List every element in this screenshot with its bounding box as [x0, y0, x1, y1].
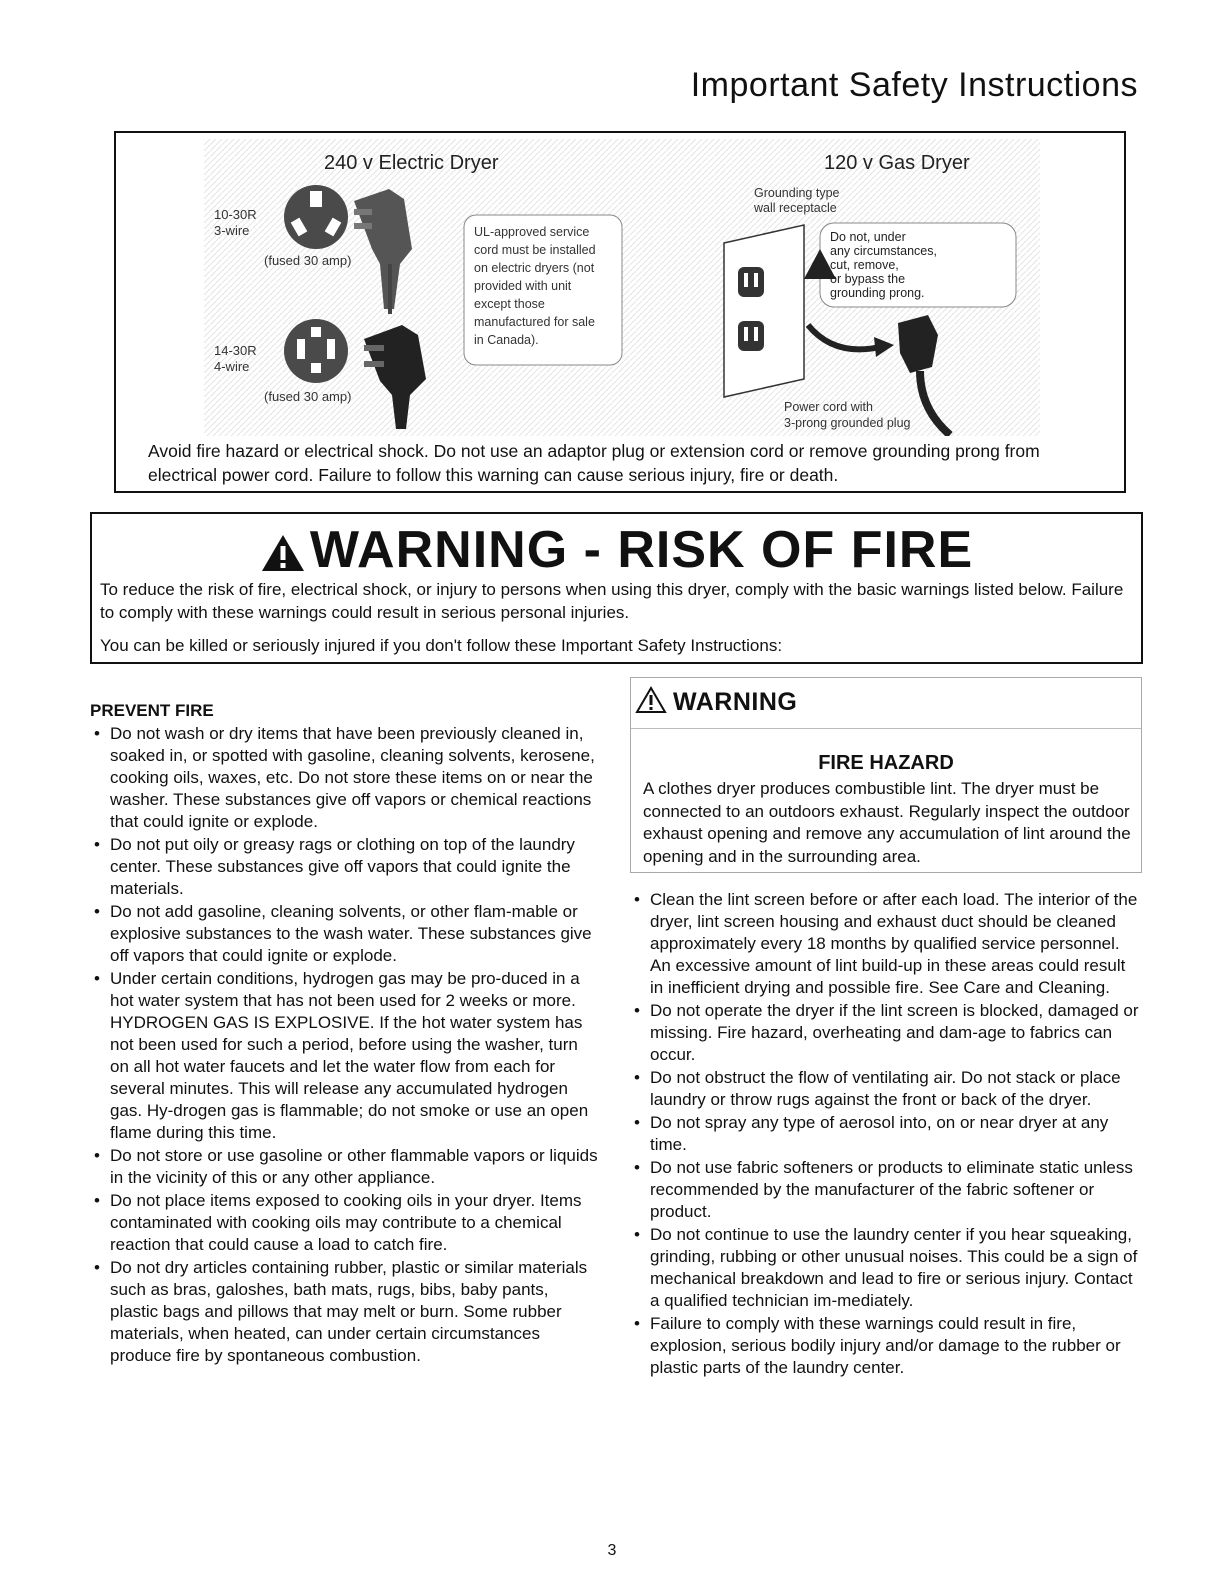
svg-text:cut, remove,: cut, remove, [830, 258, 899, 272]
prevent-fire-section [90, 701, 600, 1368]
electric-dryer-title: 240 v Electric Dryer [324, 152, 499, 174]
list-item: • Do not wash or dry items that have been previously cleaned in, soaked in, or spotted with gasoline, cleaning solvents, kerosene, cooking oils, waxes, etc. Do not store these items on or near the washer. These substances give off vapors or chemical reactions that could ignite or explode. [90, 723, 600, 833]
list-item: • Do not place items exposed to cooking oils in your dryer. Items contaminated with cooking oils may contribute to a chemical reaction that could cause a load to catch fire. [90, 1190, 600, 1256]
receptacle-10-30r-icon [284, 185, 348, 249]
fire-hazard-text: A clothes dryer produces combustible lint. The dryer must be connected to an outdoors exhaust. Regularly inspect the outdoor exhaust opening and remove any accumulation of lint around the opening and in the surrounding area. [643, 779, 1131, 866]
dryer-warnings-list [630, 889, 1140, 1379]
list-item: • Failure to comply with these warnings could result in fire, explosion, serious bodily injury and/or damage to the rubber or plastic parts of the laundry center. [630, 1313, 1140, 1379]
list-item: • Under certain conditions, hydrogen gas may be pro-duced in a hot water system that has not been used for 2 weeks or more. HYDROGEN GAS IS EXPLOSIVE. If the hot water system has not been used for such a period, before using the washer, turn on all hot water faucets and let the water flow from each for several minutes. This will release any accumulated hydrogen gas. Hy-drogen gas is flammable; do not smoke or use an open flame during this time. [90, 968, 600, 1144]
dryer-cord-diagram-box [114, 131, 1126, 493]
r10-label: 10-30R [214, 207, 257, 222]
list-item: • Do not spray any type of aerosol into, on or near dryer at any time. [630, 1112, 1140, 1156]
svg-text:or bypass the: or bypass the [830, 272, 906, 286]
prevent-fire-title: PREVENT FIRE [90, 701, 214, 720]
page-title: Important Safety Instructions [690, 66, 1138, 104]
svg-text:except those: except those [474, 297, 545, 311]
risk-of-fire-banner [90, 512, 1143, 664]
hazard-warning-label: WARNING [635, 686, 797, 717]
fire-hazard-subtitle: FIRE HAZARD [818, 752, 954, 774]
r14-label: 14-30R [214, 343, 257, 358]
warning-outline-triangle-icon [635, 686, 667, 714]
list-item: • Do not dry articles containing rubber, plastic or similar materials such as bras, galoshes, bath mats, rugs, bibs, baby pants, plastic bags and pillows that may melt or burn. Some rubber materials, when heated, can under certain circumstances produce fire by spontaneous combustion. [90, 1257, 600, 1367]
r10-wire-label: 3-wire [214, 223, 250, 238]
grounding-label [753, 186, 840, 215]
svg-text:Do not, under: Do not, under [830, 230, 906, 244]
svg-text:provided with unit: provided with unit [474, 279, 572, 293]
svg-text:any circumstances,: any circumstances, [830, 244, 937, 258]
list-item: • Clean the lint screen before or after each load. The interior of the dryer, lint screen housing and exhaust duct should be cleaned approximately every 18 months by qualified service personnel. An excessive amount of lint build-up in these areas could result in inefficient drying and possible fire. See Care and Cleaning. [630, 889, 1140, 999]
wall-outlet-icon [724, 225, 804, 397]
fire-hazard-section [630, 677, 1140, 1380]
banner-paragraph-1: To reduce the risk of fire, electrical shock, or injury to persons when using this dryer, comply with the basic warnings listed below. Failure to comply with these warnings could result in serious personal injuries. [100, 580, 1124, 622]
list-item: • Do not add gasoline, cleaning solvents, or other flam-mable or explosive substances to the wash water. These substances give off vapors that could ignite or explode. [90, 901, 600, 967]
svg-text:in Canada).: in Canada). [474, 333, 539, 347]
svg-text:cord must be installed: cord must be installed [474, 243, 596, 257]
list-item: • Do not obstruct the flow of ventilating air. Do not stack or place laundry or throw rugs against the front or back of the dryer. [630, 1067, 1140, 1111]
svg-text:wall receptacle: wall receptacle [754, 201, 837, 215]
svg-text:Power cord with: Power cord with [784, 400, 873, 414]
list-item: • Do not store or use gasoline or other flammable vapors or liquids in the vicinity of this or any other appliance. [90, 1145, 600, 1189]
list-item: • Do not continue to use the laundry center if you hear squeaking, grinding, rubbing or other unusual noises. This could be a sign of mechanical breakdown and lead to fire or serious injury. Contact a qualified technician im-mediately. [630, 1224, 1140, 1312]
r14-fuse-label: (fused 30 amp) [264, 389, 352, 404]
prevent-fire-list [90, 723, 600, 1367]
r14-wire-label: 4-wire [214, 359, 250, 374]
warning-triangle-icon [260, 533, 306, 573]
banner-paragraph-2: You can be killed or seriously injured if you don't follow these Important Safety Instructions: [100, 636, 783, 655]
list-item: • Do not operate the dryer if the lint screen is blocked, damaged or missing. Fire hazard, overheating and dam-age to fabrics can occur. [630, 1000, 1140, 1066]
svg-text:UL-approved service: UL-approved service [474, 225, 590, 239]
svg-text:on electric dryers (not: on electric dryers (not [474, 261, 595, 275]
receptacle-14-30r-icon [284, 319, 348, 383]
page-number: 3 [607, 1542, 617, 1559]
diagram-caption: Avoid fire hazard or electrical shock. Do not use an adaptor plug or extension cord or remove grounding prong from electrical power cord. Failure to follow this warning can cause serious injury, fire or death. [148, 441, 1040, 485]
svg-text:Grounding type: Grounding type [754, 186, 840, 200]
svg-text:manufactured for sale: manufactured for sale [474, 315, 595, 329]
dryer-cord-diagram [204, 139, 1040, 436]
svg-text:3-prong grounded plug: 3-prong grounded plug [784, 416, 911, 430]
svg-text:grounding prong.: grounding prong. [830, 286, 925, 300]
list-item: • Do not use fabric softeners or products to eliminate static unless recommended by the manufacturer of the fabric softener or product. [630, 1157, 1140, 1223]
fire-hazard-box [630, 677, 1142, 873]
r10-fuse-label: (fused 30 amp) [264, 253, 352, 268]
risk-of-fire-title: WARNING - RISK OF FIRE [92, 518, 1141, 582]
list-item: • Do not put oily or greasy rags or clothing on top of the laundry center. These substances give off vapors that could ignite the materials. [90, 834, 600, 900]
gas-dryer-title: 120 v Gas Dryer [824, 152, 970, 174]
